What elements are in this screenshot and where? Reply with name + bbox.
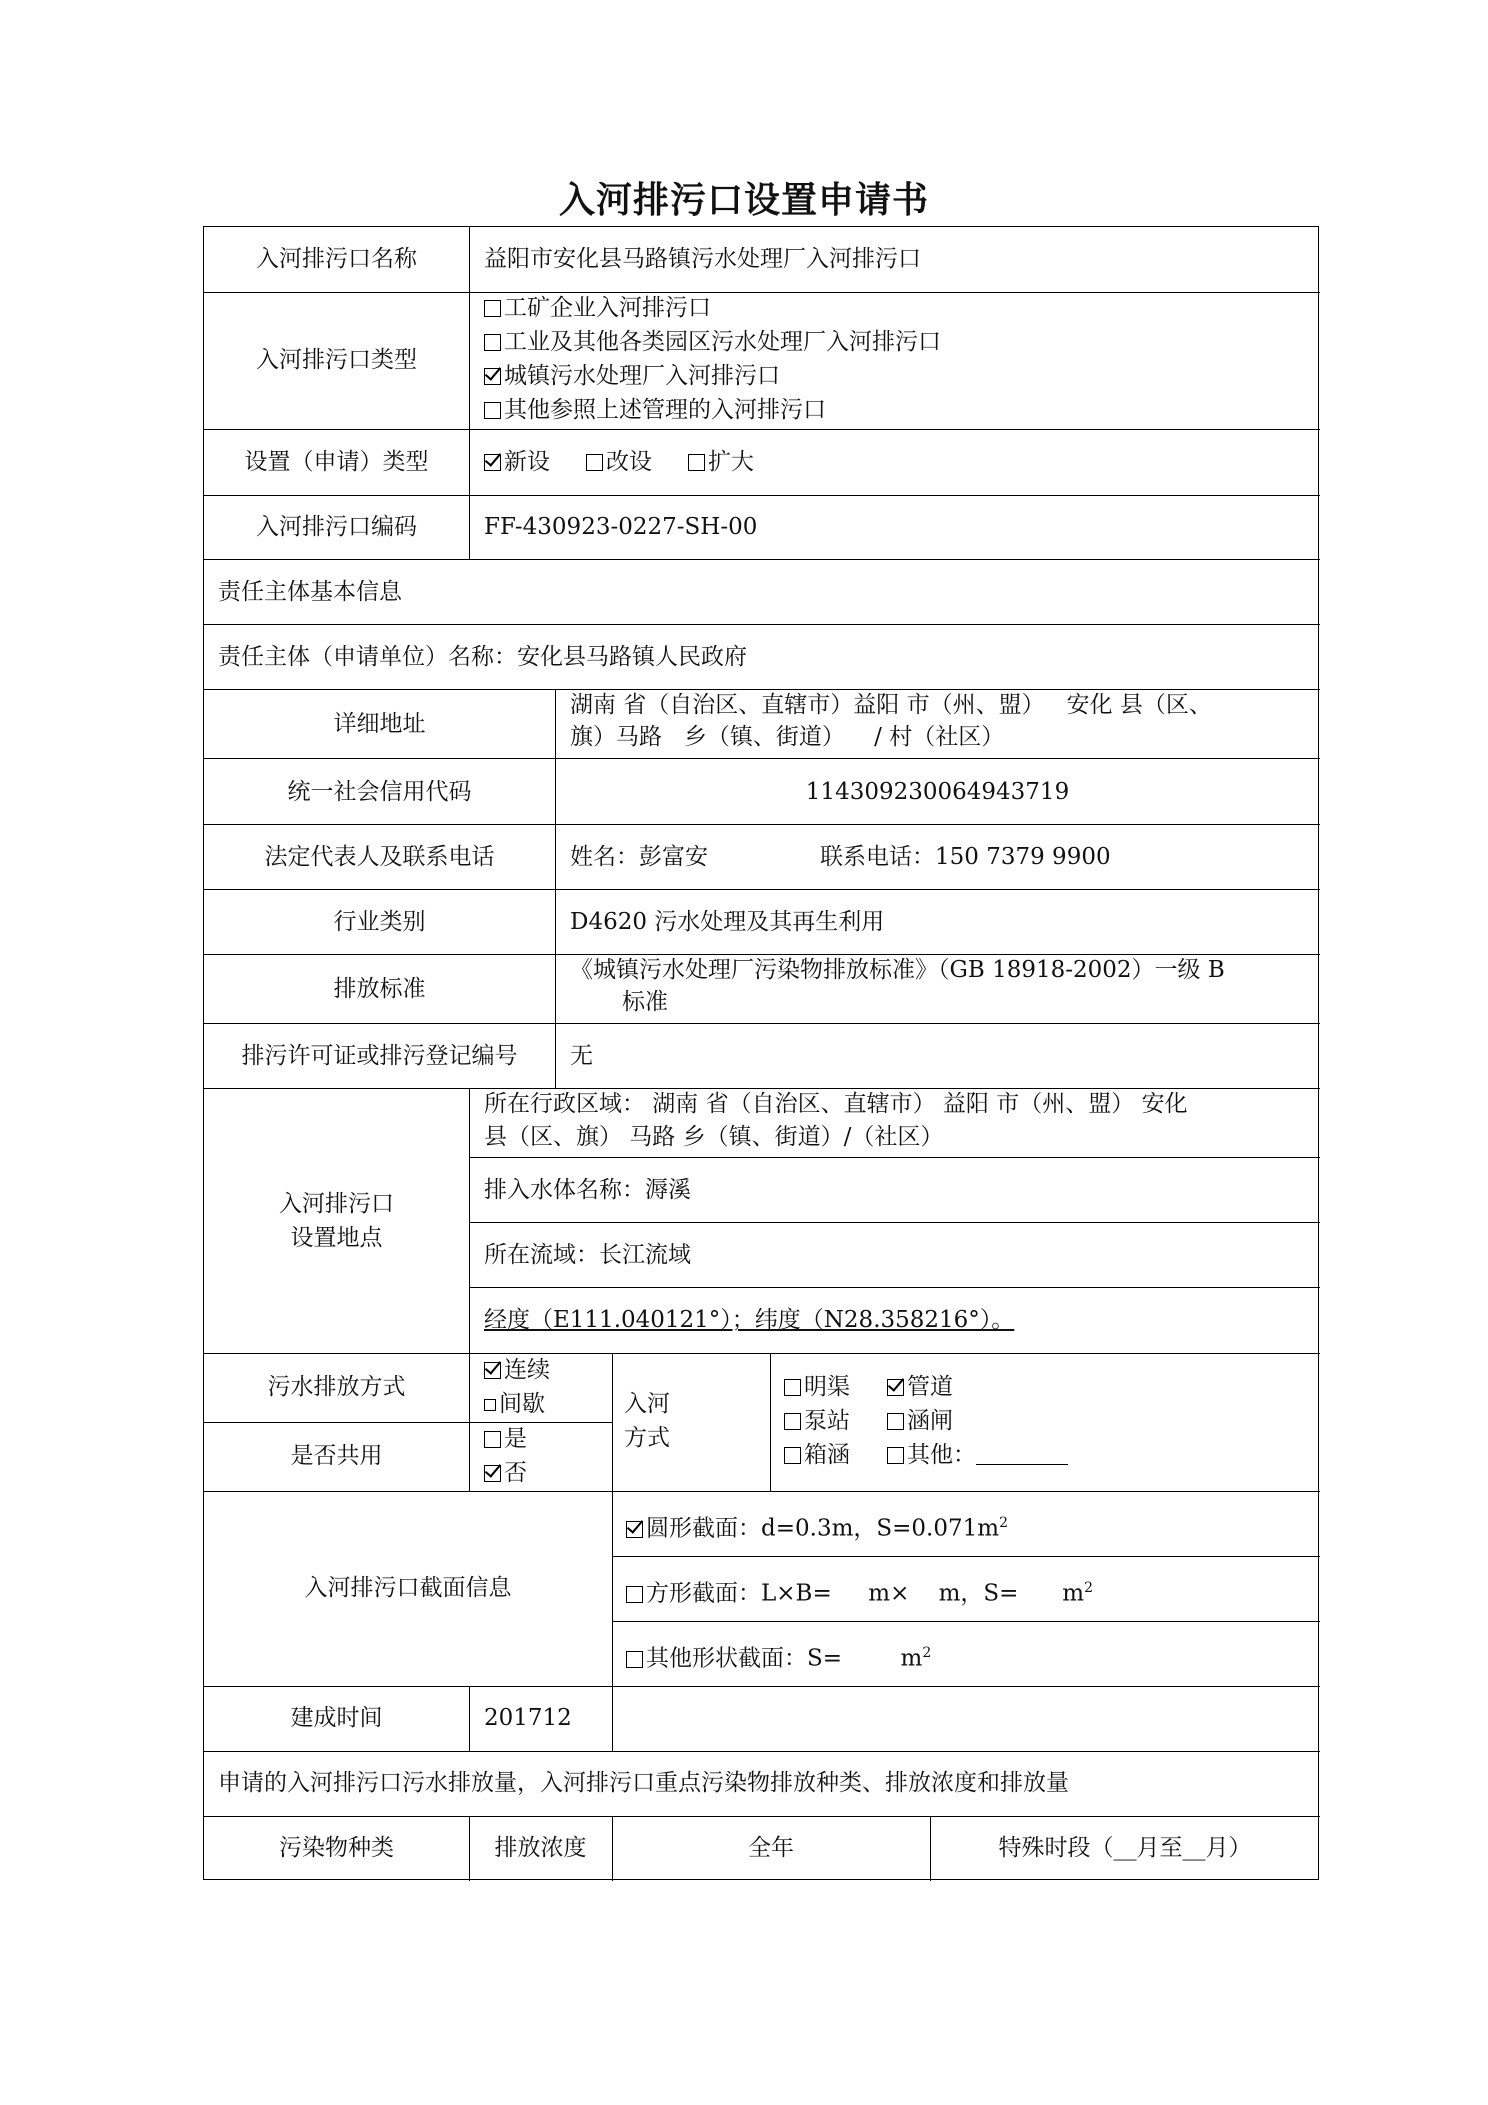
location-region-line-2: 县（区、旗） 马路 乡（镇、街道）/（社区） — [484, 1124, 944, 1150]
full-year-header: 全年 — [748, 1835, 794, 1861]
pollutant-type-header: 污染物种类 — [279, 1835, 394, 1861]
checkbox-icon — [784, 1379, 801, 1396]
entry-mode-option-pipe[interactable]: 管道 — [887, 1370, 953, 1404]
section-other[interactable]: 其他形状截面：S= $m^2$ — [626, 1636, 931, 1676]
address-label: 详细地址 — [333, 711, 426, 737]
entry-mode-option-open-channel[interactable]: 明渠 — [784, 1370, 850, 1404]
apply-type-option-change[interactable]: 改设 — [586, 449, 652, 475]
concentration-header: 排放浓度 — [494, 1835, 587, 1861]
outlet-code-label: 入河排污口编码 — [256, 514, 417, 540]
checkbox-icon — [484, 334, 501, 351]
shared-label: 是否共用 — [290, 1443, 383, 1469]
built-time-label: 建成时间 — [290, 1705, 383, 1731]
subject-section-heading: 责任主体基本信息 — [218, 579, 402, 605]
built-time-value: 201712 — [484, 1705, 572, 1731]
location-label-line-2: 设置地点 — [290, 1225, 383, 1251]
outlet-code-value: FF-430923-0227-SH-00 — [484, 514, 758, 540]
outlet-type-option[interactable]: 其他参照上述管理的入河排污口 — [484, 393, 826, 427]
emission-section-heading: 申请的入河排污口污水排放量，入河排污口重点污染物排放种类、排放浓度和排放量 — [218, 1770, 1069, 1796]
checkbox-icon — [484, 402, 501, 419]
shared-option-no[interactable]: 否 — [484, 1456, 527, 1490]
checkbox-icon — [887, 1413, 904, 1430]
checkbox-checked-icon — [484, 1465, 501, 1482]
entry-mode-label-line-2: 方式 — [624, 1425, 670, 1451]
standard-line-1: 《城镇污水处理厂污染物排放标准》（GB 18918-2002）一级 B — [570, 957, 1225, 983]
discharge-mode-intermittent[interactable]: 间歇 — [484, 1387, 545, 1421]
permit-value: 无 — [570, 1043, 593, 1069]
document-title: 入河排污口设置申请书 — [558, 179, 929, 221]
shared-option-yes[interactable]: 是 — [484, 1422, 527, 1456]
industry-label: 行业类别 — [333, 909, 426, 935]
entry-mode-option-other[interactable]: 其他： — [887, 1438, 1068, 1472]
credit-code-value: 114309230064943719 — [805, 779, 1070, 805]
outlet-type-option[interactable]: 城镇污水处理厂入河排污口 — [484, 359, 780, 393]
river-basin: 所在流域：长江流域 — [484, 1242, 691, 1268]
permit-label: 排污许可证或排污登记编号 — [241, 1043, 518, 1069]
section-info-label: 入河排污口截面信息 — [304, 1575, 512, 1601]
checkbox-icon — [688, 454, 705, 471]
outlet-type-option[interactable]: 工业及其他各类园区污水处理厂入河排污口 — [484, 325, 941, 359]
credit-code-label: 统一社会信用代码 — [287, 779, 472, 805]
checkbox-checked-icon — [484, 1362, 501, 1379]
checkbox-icon — [586, 454, 603, 471]
special-period-header: 特殊时段（__月至__月） — [998, 1835, 1252, 1861]
checkbox-checked-icon — [484, 454, 501, 471]
apply-type-option-expand[interactable]: 扩大 — [688, 449, 754, 475]
water-body-name: 排入水体名称：溽溪 — [484, 1177, 691, 1203]
checkbox-icon — [784, 1447, 801, 1464]
checkbox-checked-icon — [887, 1379, 904, 1396]
discharge-mode-label: 污水排放方式 — [267, 1374, 406, 1400]
legal-rep-label: 法定代表人及联系电话 — [264, 844, 495, 870]
entry-mode-option-sluice[interactable]: 涵闸 — [887, 1404, 953, 1438]
checkbox-icon — [626, 1586, 643, 1603]
application-form-table — [203, 226, 1319, 1880]
standard-label: 排放标准 — [333, 976, 426, 1002]
outlet-name-label: 入河排污口名称 — [256, 246, 417, 272]
section-square[interactable]: 方形截面：L×B= m× m，S= $m^2$ — [626, 1571, 1093, 1611]
legal-rep-phone: 联系电话：150 7379 9900 — [820, 844, 1111, 870]
checkbox-icon — [784, 1413, 801, 1430]
apply-type-label: 设置（申请）类型 — [244, 449, 429, 475]
checkbox-icon — [887, 1447, 904, 1464]
coordinates: 经度（E111.040121°）；纬度（N28.358216°）。 — [484, 1307, 1015, 1333]
entry-mode-option-pump-station[interactable]: 泵站 — [784, 1404, 850, 1438]
checkbox-icon — [484, 300, 501, 317]
checkbox-checked-icon — [484, 368, 501, 385]
address-line-1: 湖南 省（自治区、直辖市）益阳 市（州、盟） 安化 县（区、 — [570, 692, 1212, 718]
apply-type-options — [484, 445, 754, 479]
legal-rep-name: 姓名：彭富安 — [570, 844, 708, 870]
entry-mode-label-line-1: 入河 — [624, 1391, 670, 1417]
checkbox-icon — [626, 1651, 643, 1668]
outlet-name-value: 益阳市安化县马路镇污水处理厂入河排污口 — [484, 246, 921, 272]
location-region-line-1: 所在行政区域： 湖南 省（自治区、直辖市） 益阳 市（州、盟） 安化 — [484, 1091, 1188, 1117]
subject-name: 责任主体（申请单位）名称：安化县马路镇人民政府 — [218, 644, 747, 670]
outlet-type-option[interactable]: 工矿企业入河排污口 — [484, 291, 711, 325]
checkbox-checked-icon — [626, 1521, 643, 1538]
location-label-line-1: 入河排污口 — [279, 1191, 394, 1217]
standard-line-2: 标准 — [622, 989, 668, 1015]
address-line-2: 旗）马路 乡（镇、街道） / 村（社区） — [570, 724, 1005, 750]
industry-value: D4620 污水处理及其再生利用 — [570, 909, 885, 935]
section-circle[interactable]: 圆形截面：d=0.3m，$S=0.071m^2$ — [626, 1506, 1008, 1546]
apply-type-option-new[interactable]: 新设 — [484, 449, 550, 475]
discharge-mode-continuous[interactable]: 连续 — [484, 1353, 550, 1387]
entry-mode-option-box-culvert[interactable]: 箱涵 — [784, 1438, 850, 1472]
checkbox-icon — [484, 1399, 496, 1411]
checkbox-icon — [484, 1431, 501, 1448]
outlet-type-label: 入河排污口类型 — [256, 347, 417, 373]
other-blank-line — [976, 1442, 1068, 1465]
